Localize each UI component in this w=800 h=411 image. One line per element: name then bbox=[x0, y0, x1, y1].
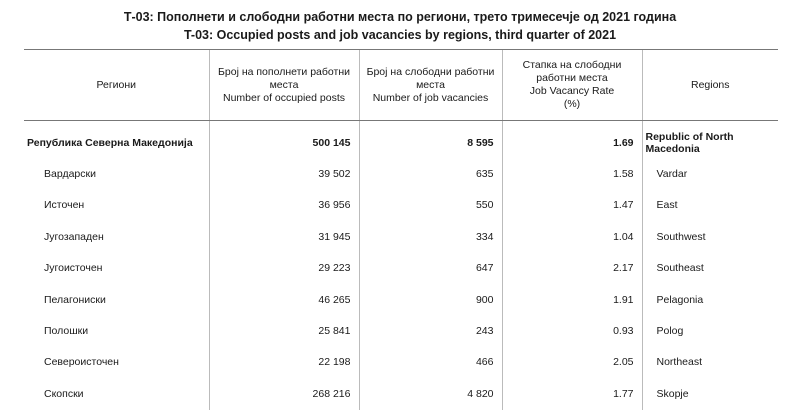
table-row bbox=[24, 347, 778, 378]
header-rate-mk: Стапка на слободни работни места bbox=[522, 59, 622, 84]
region-name-en: Southwest bbox=[642, 221, 778, 252]
region-name-mk: Југозападен bbox=[44, 230, 104, 243]
vacancy-rate: 0.93 bbox=[502, 315, 642, 346]
table-row bbox=[24, 158, 778, 189]
job-vacancies: 550 bbox=[359, 190, 502, 221]
occupied-posts: 25 841 bbox=[209, 315, 359, 346]
job-vacancies: 900 bbox=[359, 284, 502, 315]
job-vacancies: 4 820 bbox=[359, 378, 502, 409]
vacancy-rate: 1.77 bbox=[502, 378, 642, 409]
table-header-row bbox=[24, 50, 778, 121]
job-vacancies: 647 bbox=[359, 253, 502, 284]
table-row bbox=[24, 221, 778, 252]
table-row bbox=[24, 284, 778, 315]
vacancy-rate: 1.69 bbox=[502, 127, 642, 158]
region-name-en: Pelagonia bbox=[642, 284, 778, 315]
header-rate-unit: (%) bbox=[563, 98, 581, 110]
table-row bbox=[24, 315, 778, 346]
region-name-mk: Вардарски bbox=[44, 168, 96, 181]
regions-table bbox=[24, 49, 778, 410]
header-rate-en: Job Vacancy Rate bbox=[529, 85, 615, 97]
header-occupied-en: Number of occupied posts bbox=[223, 91, 345, 104]
header-rate bbox=[502, 50, 642, 121]
job-vacancies: 243 bbox=[359, 315, 502, 346]
occupied-posts: 36 956 bbox=[209, 190, 359, 221]
occupied-posts: 500 145 bbox=[209, 127, 359, 158]
title-macedonian: Т-03: Пополнети и слободни работни места по региони, трето тримесечје од 2021 година bbox=[123, 10, 677, 24]
table-row bbox=[24, 378, 778, 409]
vacancy-rate: 1.47 bbox=[502, 190, 642, 221]
region-name-en: East bbox=[642, 190, 778, 221]
job-vacancies: 334 bbox=[359, 221, 502, 252]
occupied-posts: 31 945 bbox=[209, 221, 359, 252]
table-row-total bbox=[24, 127, 778, 158]
vacancy-rate: 1.58 bbox=[502, 158, 642, 189]
header-regions-mk: Региони bbox=[24, 50, 209, 121]
region-name-en: Polog bbox=[642, 315, 778, 346]
header-vacancies bbox=[359, 50, 502, 121]
job-vacancies: 635 bbox=[359, 158, 502, 189]
header-regions-en: Regions bbox=[642, 50, 778, 121]
vacancy-rate: 2.17 bbox=[502, 253, 642, 284]
occupied-posts: 29 223 bbox=[209, 253, 359, 284]
region-name-mk: Република Северна Македонија bbox=[27, 136, 193, 149]
header-occupied bbox=[209, 50, 359, 121]
vacancy-rate: 1.04 bbox=[502, 221, 642, 252]
region-name-mk: Скопски bbox=[44, 387, 84, 400]
job-vacancies: 466 bbox=[359, 347, 502, 378]
region-name-mk: Источен bbox=[44, 199, 85, 212]
region-name-en: Republic of North Macedonia bbox=[642, 127, 778, 158]
title-block bbox=[0, 0, 800, 44]
region-name-en: Northeast bbox=[642, 347, 778, 378]
job-vacancies: 8 595 bbox=[359, 127, 502, 158]
region-name-en: Skopje bbox=[642, 378, 778, 409]
header-vacancies-en: Number of job vacancies bbox=[372, 91, 489, 104]
occupied-posts: 39 502 bbox=[209, 158, 359, 189]
occupied-posts: 268 216 bbox=[209, 378, 359, 409]
table-row bbox=[24, 253, 778, 284]
table-row bbox=[24, 190, 778, 221]
region-name-mk: Пелагониски bbox=[44, 293, 106, 306]
region-name-en: Southeast bbox=[642, 253, 778, 284]
header-occupied-mk: Број на пополнети работни места bbox=[218, 65, 350, 91]
region-name-mk: Југоисточен bbox=[44, 262, 103, 275]
vacancy-rate: 1.91 bbox=[502, 284, 642, 315]
title-english: T-03: Occupied posts and job vacancies by regions, third quarter of 2021 bbox=[183, 28, 617, 42]
header-vacancies-mk: Број на слободни работни места bbox=[366, 65, 495, 91]
occupied-posts: 46 265 bbox=[209, 284, 359, 315]
region-name-mk: Полошки bbox=[44, 325, 89, 338]
occupied-posts: 22 198 bbox=[209, 347, 359, 378]
region-name-mk: Североисточен bbox=[44, 356, 119, 369]
vacancy-rate: 2.05 bbox=[502, 347, 642, 378]
region-name-en: Vardar bbox=[642, 158, 778, 189]
